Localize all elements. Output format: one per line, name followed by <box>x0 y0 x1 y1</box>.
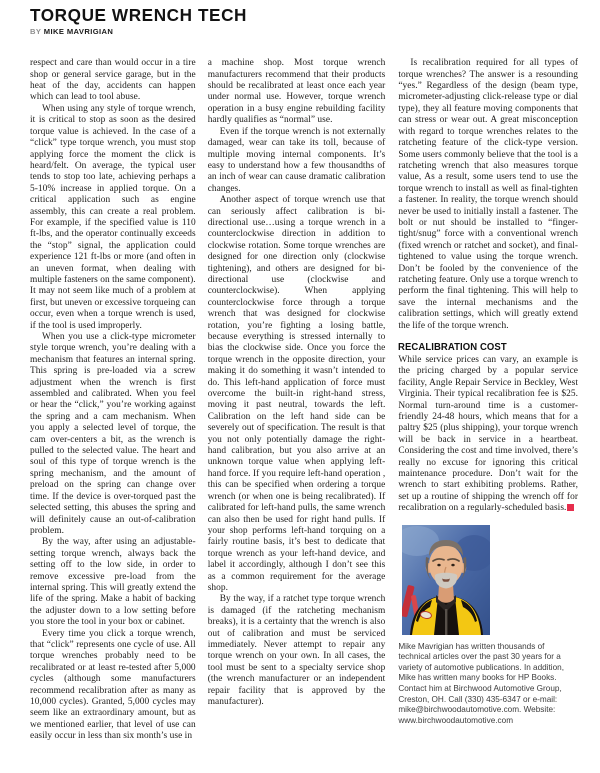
paragraph-text: While service prices can vary, an example is the pricing charged by a popular service facility, Angle Repair Service in Beckley, West Virginia. Their typical recalibration fee is $25. Normal turn-around time is a customer-friendly 24-48 hours, which means that for a paltry $25 (plus shipping), your torque wrench will be back in service in a heartbeat. Considering the cost and time involved, there’s really no excuse for ignoring this critical maintenance procedure. Don’t wait for the wrench to start exhibiting problems. Rather, set up a routine of shipping the wrench off for recalibration on a regularly-scheduled basis. <box>398 355 578 514</box>
paragraph: Even if the torque wrench is not externally damaged, wear can take its toll, because of multiple moving internal components. It’s easy to understand how a few thousandths of an inch of wear can cause dramatic calibration changes. <box>207 126 386 194</box>
paragraph: By the way, if a ratchet type torque wrench is damaged (if the ratcheting mechanism breaks), it is a certainty that the wrench is also out of calibration and must be serviced immediately. Never attempt to repair any torque wrench on your own. In all cases, the tool must be sent to a specialty service shop (the wrench manufacturer or an independent repair facility that is approved by the manufacturer). <box>207 594 386 707</box>
end-of-article-mark <box>567 504 574 511</box>
paragraph: a machine shop. Most torque wrench manufacturers recommend that their products should be recalibrated at least once each year under normal use. However, torque wrench operation in a busy engine rebuilding facility hardly qualifies as “normal” use. <box>207 58 386 126</box>
paragraph: By the way, after using an adjustable-setting torque wrench, always back the setting off to the low side, in order to remove excessive pre-load from the internal spring. This will greatly extend the life of the spring. Make a habit of backing the adjuster down to a low setting before you store the tool in your box or cabinet. <box>30 537 196 628</box>
byline-author-name: MIKE MAVRIGIAN <box>43 27 114 37</box>
paragraph: respect and care than would occur in a tire shop or general service garage, but in the heat of the day, accidents can happen which can lead to tool abuse. <box>30 58 196 103</box>
paragraph: Every time you click a torque wrench, that “click” represents one cycle of use. All torque wrenches probably need to be recalibrated or at least re-tested after 5,000 cycles (although some manufacturers recommend recalibration after as many as 10,000 cycles). Granted, 5,000 cycles may seem like an extraordinary amount, but as we mentioned earlier, that level of use can easily occur in less than six month’s use in <box>30 628 196 742</box>
paragraph: When you use a click-type micrometer style torque wrench, you’re dealing with a mechanism that features an internal spring. This spring is pre-loaded via a screw adjustment when the wrench is first assembled and calibrated. When you feel or hear the “click,” you’re working against the spring and a cam mechanism. When you apply a selected level of torque, the cam over-centers a bit, as the wrench is pulled to the selected value. The heart and soul of this type of torque wrench is the spring mechanism, and the amount of preload on the spring can change over time. If the device is over-torqued past the selected setting, this abuses the spring and will definitely cause an out-of-calibration problem. <box>30 332 196 536</box>
author-bio-caption: Mike Mavrigian has written thousands of technical articles over the past 30 years for a variety of automotive publications. In addition, Mike has written many books for HP Books. Contact him at Birchwood Automotive Group, Creston, OH. Call (330) 435-6347 or e-mail: mike@birchwoodautomotive.com. Website: www.birchwoodautomotive.com <box>398 641 565 725</box>
paragraph <box>398 355 578 515</box>
author-box <box>398 525 578 727</box>
paragraph: When using any style of torque wrench, it is critical to stop as soon as the desired torque value is achieved. In the case of a “click” type torque wrench, you must stop applying force the moment the click is heard/felt. On average, the typical user tends to stop too late, achieving perhaps a 5-10% increase in applied torque. On a critical application such as engine assembly, this can create a real problem. For example, if the specified value is 110 ft-lbs, and the operator continually exceeds the “stop” signal, the application could experience 121 ft-lbs or more (and often in an uneven format, when dealing with multiple fasteners on the same component). It may not seem like much of a problem at first, but uneven or excessive torqueing can occur, even when a torque wrench is used, if the tool is used improperly. <box>30 103 196 331</box>
article-column-1 <box>30 58 196 742</box>
article-title: TORQUE WRENCH TECH <box>30 5 248 25</box>
article-column-2 <box>208 58 386 742</box>
byline-prefix: BY <box>30 27 44 37</box>
author-photo <box>402 525 490 635</box>
article-column-3 <box>398 58 578 742</box>
section-heading-recalibration-cost: RECALIBRATION COST <box>398 342 508 353</box>
byline <box>30 27 578 36</box>
paragraph: Is recalibration required for all types of torque wrenches? The answer is a resounding “yes.” Regardless of the design (beam type, micrometer-adjusting click-release type or dial type), they all feature moving components that can stress or wear out. A great misconception with regard to torque wrenches relates to the ratcheting feature of the click-type version. Some users commonly believe that the tool is a ratcheting wrench that also measures torque value, As a result, some users tend to use the torque wrench to install as well as final-tighten a fastener. In reality, the torque wrench should never be used to initially install a fastener. The bolt or nut should be installed to “finger-tight/snug” force with a conventional wrench (fixed wrench or ratchet and socket), and final-tightened to value using the torque wrench. Don’t be fooled by the convenience of the ratcheting feature. Only use a torque wrench to perform the final tightening. This will help to save the internal mechanisms and the calibration settings, which will greatly extend the life of the torque wrench. <box>398 58 578 331</box>
article-body <box>30 58 578 742</box>
masthead <box>30 6 578 36</box>
paragraph: Another aspect of torque wrench use that can seriously affect calibration is bi-directional use…using a torque wrench in a counterclockwise direction in addition to clockwise rotation. Some torque wrenches are designed for one direction only (clockwise tightening), and others are designed for bi-directional use (clockwise and counterclockwise). When applying counterclockwise force through a torque wrench that was designed for clockwise rotation, you’re fighting a losing battle, because everything is stressed internally to bias the clockwise side. Once you force the torque wrench in the opposite direction, your making it do something it wasn’t intended to do. This left-hand application of force must overcome the built-in right-hand stress, moving it past neutral, towards the left. Calibration on the left hand side can be severely out of specification. The result is that you not only potentially damage the right-hand calibration, but you also arrive at an unknown torque value when applying left-hand force. If you require left-hand operation , this can be specified when ordering a torque wrench (or when one is being recalibrated). If calibrated for left-hand pulls, the same wrench can also then be used for right hand pulls. If your shop performs left-hand torquing on a fairly routine basis, it’s best to dedicate that torque wrench as your left-hand device, and label it accordingly, although I don’t see this as a common requirement for the average shop. <box>207 195 386 593</box>
